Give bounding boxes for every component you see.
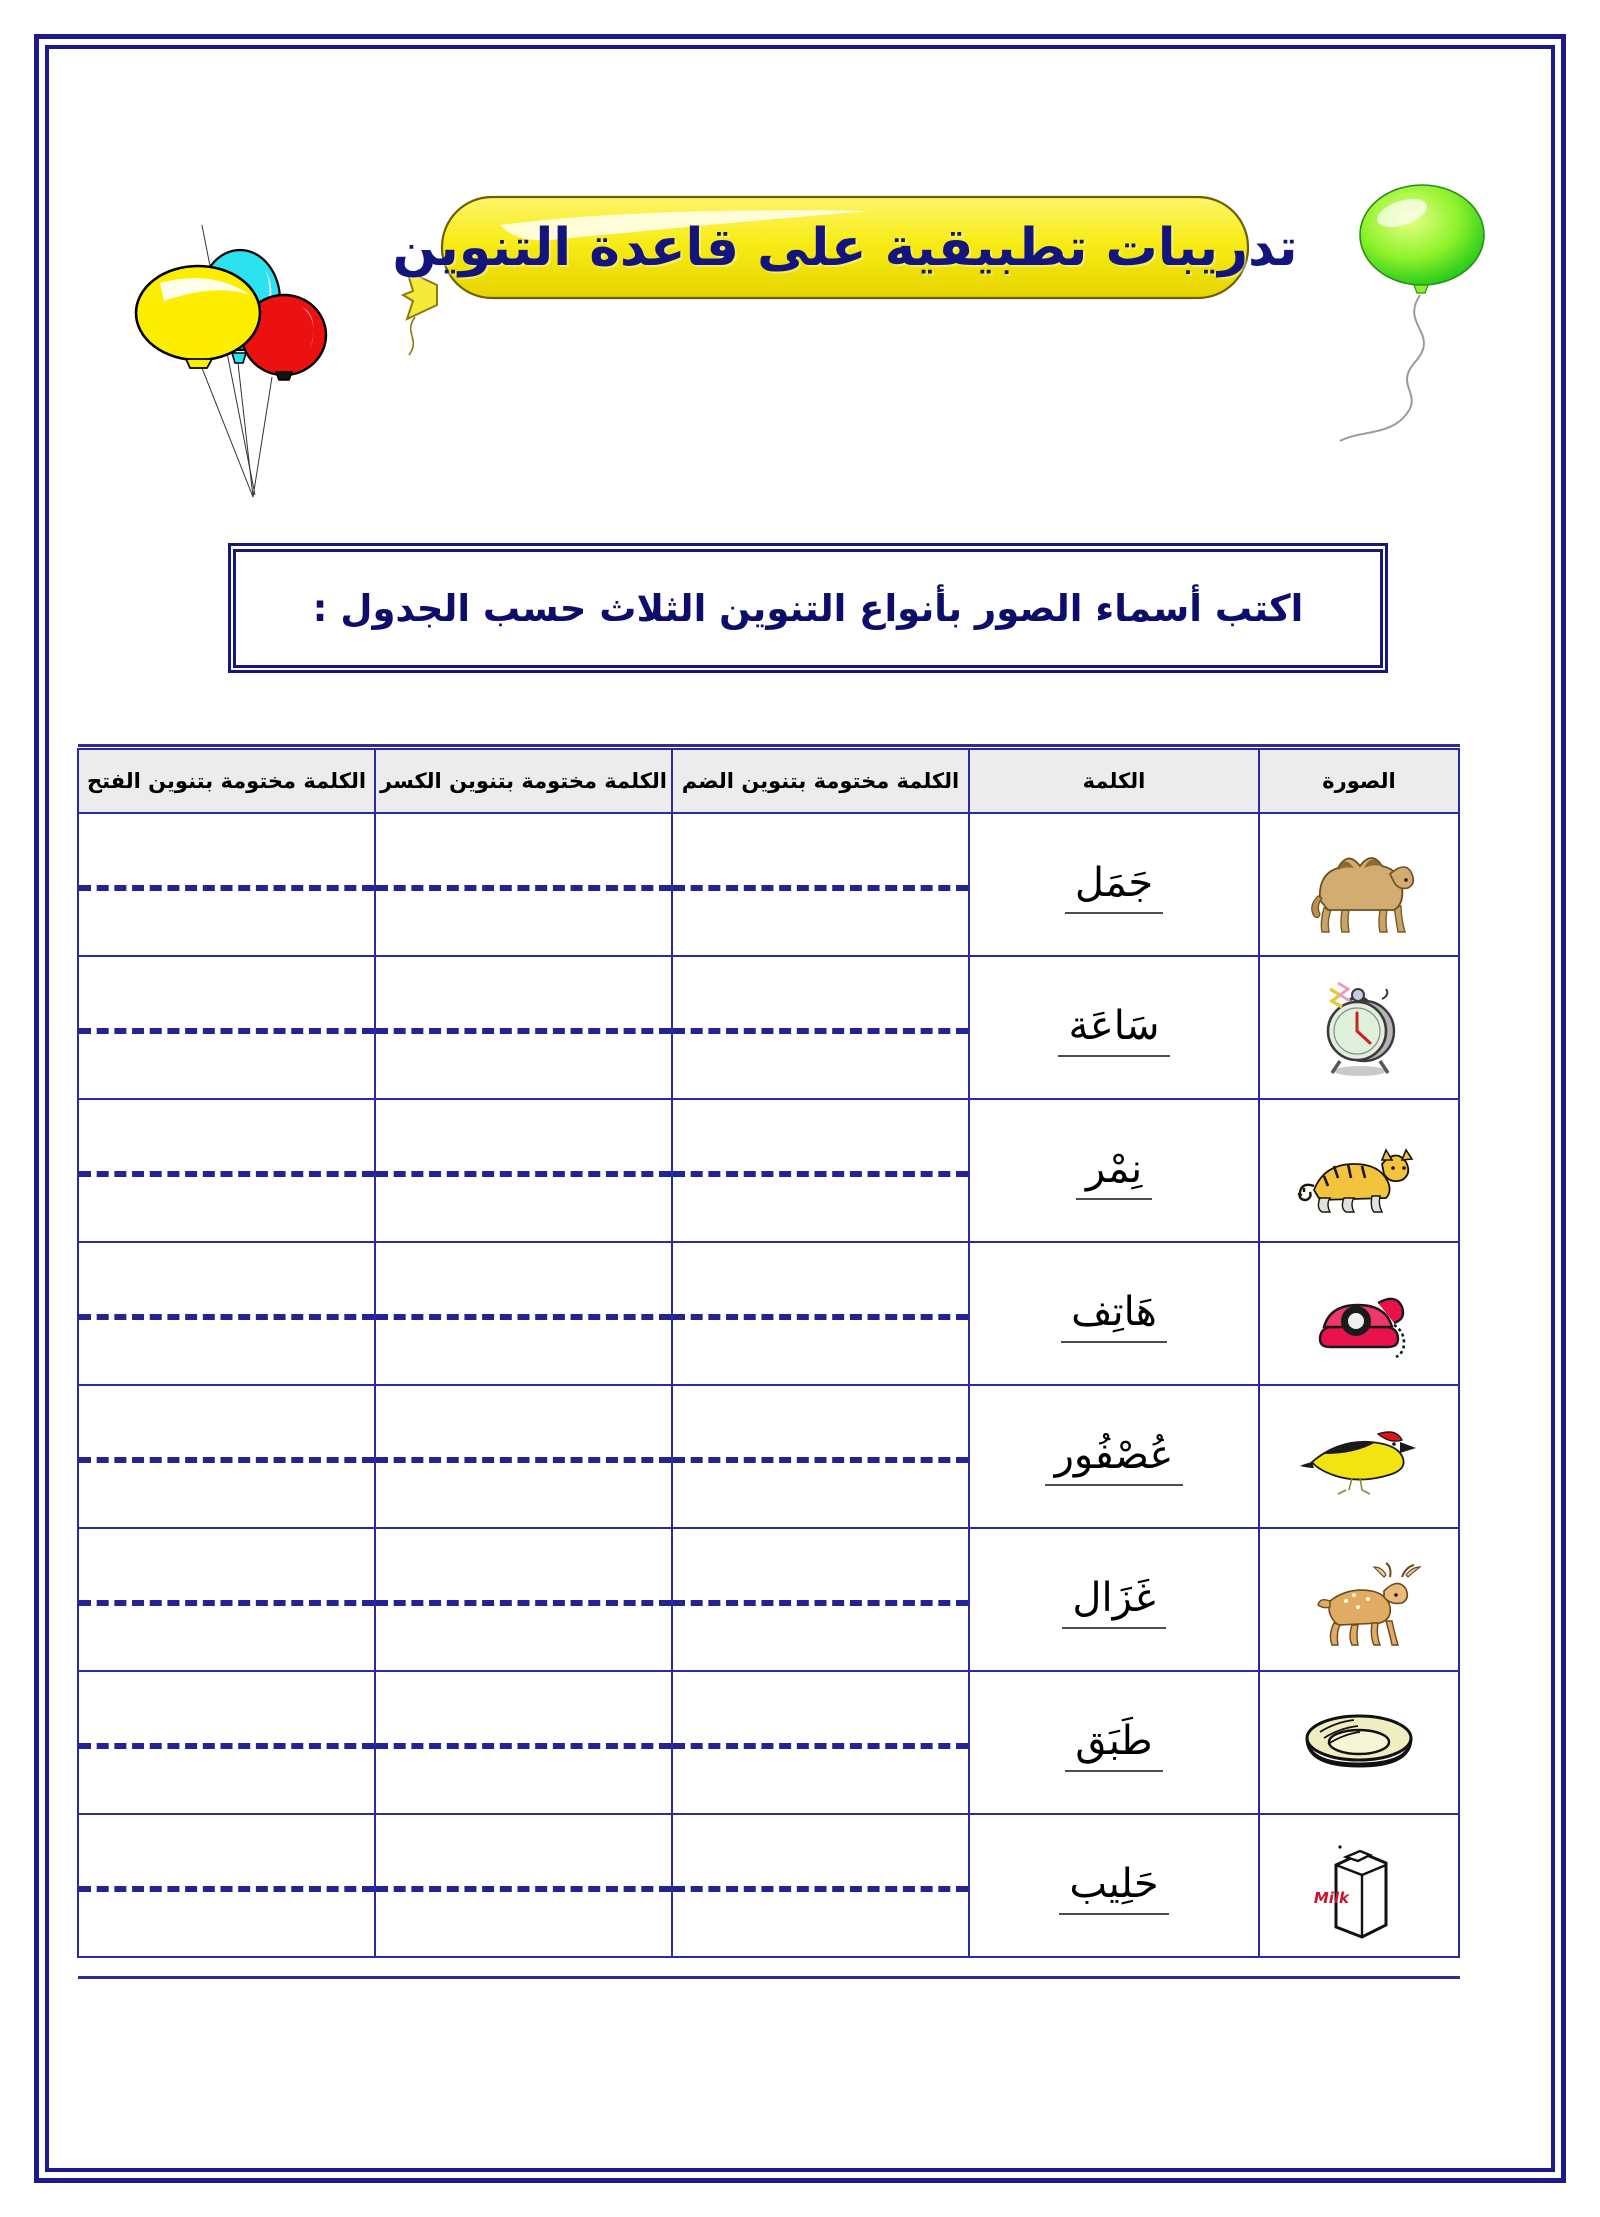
cell-image [1259, 1242, 1459, 1385]
answer-cell-fath[interactable] [78, 1671, 375, 1814]
table-header [78, 749, 1459, 813]
answer-cell-fath[interactable] [78, 1385, 375, 1528]
cell-image [1259, 1671, 1459, 1814]
cell-word [969, 1099, 1259, 1242]
table-header-row [78, 749, 1459, 813]
table-row [78, 813, 1459, 956]
word-text: عُصْفُور [1045, 1428, 1184, 1486]
table-row [78, 956, 1459, 1099]
table-top-rule [78, 744, 1460, 747]
column-header-word: الكلمة [969, 749, 1259, 813]
tiger-picture [1294, 1160, 1424, 1179]
cell-word [969, 1528, 1259, 1671]
table-row [78, 1099, 1459, 1242]
table-row [78, 1242, 1459, 1385]
answer-cell-damm[interactable] [672, 1099, 969, 1242]
answer-cell-fath[interactable] [78, 1099, 375, 1242]
word-text: سَاعَة [1058, 999, 1169, 1057]
answer-cell-damm[interactable] [672, 813, 969, 956]
dashed-writing-line [673, 1886, 968, 1892]
dashed-writing-line [673, 885, 968, 891]
cell-image [1259, 956, 1459, 1099]
answer-cell-kasr[interactable] [375, 1242, 672, 1385]
dashed-writing-line [673, 1600, 968, 1606]
answer-cell-kasr[interactable] [375, 813, 672, 956]
dashed-writing-line [376, 1314, 671, 1320]
instruction-box [233, 549, 1383, 668]
word-text: هَاتِف [1061, 1285, 1167, 1343]
gazelle-picture [1294, 1589, 1424, 1608]
column-header-image: الصورة [1259, 749, 1459, 813]
dashed-writing-line [673, 1171, 968, 1177]
table-body [78, 813, 1459, 1957]
answer-cell-fath[interactable] [78, 1814, 375, 1957]
answer-cell-fath[interactable] [78, 813, 375, 956]
green-balloon-icon [1330, 155, 1510, 445]
cell-word [969, 1671, 1259, 1814]
column-header-tanween-kasr: الكلمة مختومة بتنوين الكسر [375, 749, 672, 813]
table-row [78, 1528, 1459, 1671]
dashed-writing-line [79, 1743, 374, 1749]
milk-carton-picture [1294, 1875, 1424, 1907]
answer-cell-damm[interactable] [672, 1528, 969, 1671]
worksheet-table [77, 748, 1460, 1958]
answer-cell-fath[interactable] [78, 956, 375, 1099]
word-text: جَمَل [1065, 856, 1163, 914]
title-banner [392, 195, 1298, 300]
table-row [78, 1671, 1459, 1814]
cell-word [969, 1242, 1259, 1385]
cell-image [1259, 1385, 1459, 1528]
dashed-writing-line [673, 1028, 968, 1034]
dashed-writing-line [673, 1743, 968, 1749]
word-text: نِمْر [1076, 1142, 1152, 1200]
camel-picture [1294, 874, 1424, 893]
dashed-writing-line [376, 1600, 671, 1606]
cell-image [1259, 1814, 1459, 1957]
cell-word [969, 956, 1259, 1099]
answer-cell-kasr[interactable] [375, 1671, 672, 1814]
page-title: تدريبات تطبيقية على قاعدة التنوين [392, 217, 1298, 278]
dashed-writing-line [376, 1457, 671, 1463]
cell-word [969, 1385, 1259, 1528]
cell-word [969, 1814, 1259, 1957]
answer-cell-fath[interactable] [78, 1528, 375, 1671]
answer-cell-kasr[interactable] [375, 956, 672, 1099]
answer-cell-damm[interactable] [672, 1814, 969, 1957]
svg-text:Milk: Milk [1313, 1888, 1349, 1907]
column-header-tanween-fath: الكلمة مختومة بتنوين الفتح [78, 749, 375, 813]
answer-cell-kasr[interactable] [375, 1814, 672, 1957]
dashed-writing-line [376, 1886, 671, 1892]
cell-image [1259, 1099, 1459, 1242]
word-text: حَلِيب [1059, 1857, 1168, 1915]
dashed-writing-line [79, 1886, 374, 1892]
cell-image [1259, 1528, 1459, 1671]
answer-cell-damm[interactable] [672, 1671, 969, 1814]
table-row [78, 1814, 1459, 1957]
instruction-text: اكتب أسماء الصور بأنواع التنوين الثلاث حسب الجدول : [312, 586, 1304, 630]
telephone-picture [1294, 1303, 1424, 1322]
dashed-writing-line [79, 1457, 374, 1463]
answer-cell-damm[interactable] [672, 956, 969, 1099]
column-header-tanween-damm: الكلمة مختومة بتنوين الضم [672, 749, 969, 813]
dashed-writing-line [376, 1743, 671, 1749]
dashed-writing-line [79, 1600, 374, 1606]
word-text: طَبَق [1065, 1714, 1162, 1772]
balloon-cluster-icon [120, 225, 410, 515]
dashed-writing-line [79, 1171, 374, 1177]
dashed-writing-line [673, 1314, 968, 1320]
answer-cell-kasr[interactable] [375, 1528, 672, 1671]
dashed-writing-line [79, 1028, 374, 1034]
answer-cell-damm[interactable] [672, 1385, 969, 1528]
worksheet-table-wrapper [78, 748, 1460, 1958]
dashed-writing-line [79, 1314, 374, 1320]
bird-picture [1294, 1446, 1424, 1465]
dashed-writing-line [673, 1457, 968, 1463]
plate-picture [1294, 1732, 1424, 1751]
answer-cell-damm[interactable] [672, 1242, 969, 1385]
table-bottom-rule [78, 1976, 1460, 1979]
word-text: غَزَال [1062, 1571, 1165, 1629]
answer-cell-kasr[interactable] [375, 1385, 672, 1528]
alarm-clock-picture [1294, 1017, 1424, 1036]
answer-cell-kasr[interactable] [375, 1099, 672, 1242]
answer-cell-fath[interactable] [78, 1242, 375, 1385]
dashed-writing-line [79, 885, 374, 891]
cell-image [1259, 813, 1459, 956]
dashed-writing-line [376, 1028, 671, 1034]
dashed-writing-line [376, 1171, 671, 1177]
dashed-writing-line [376, 885, 671, 891]
cell-word [969, 813, 1259, 956]
table-row [78, 1385, 1459, 1528]
